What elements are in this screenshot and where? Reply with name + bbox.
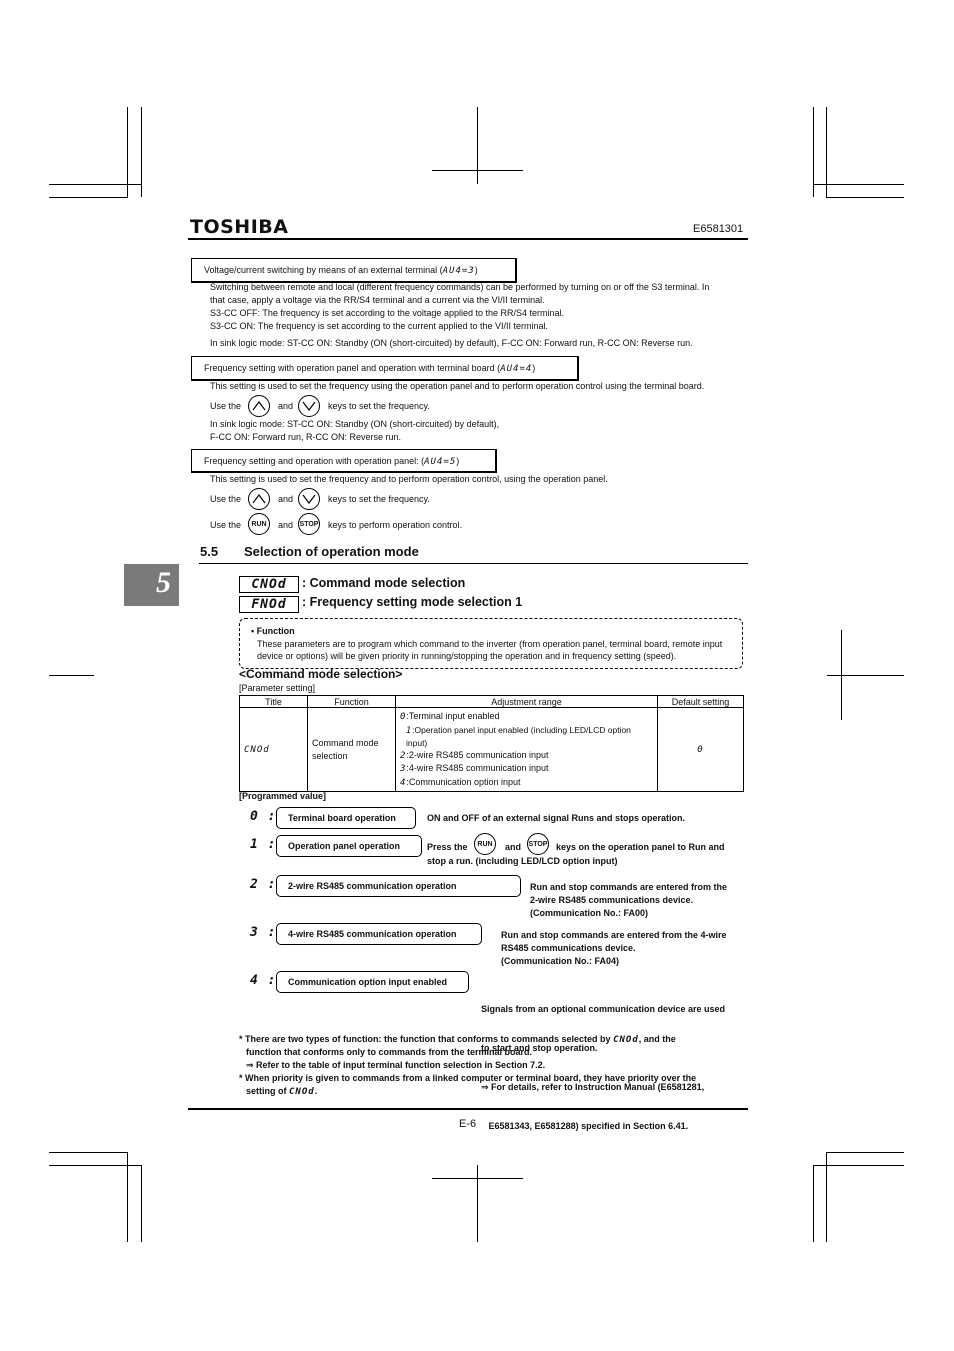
aux4-use-the: Use the <box>210 401 242 411</box>
function-heading: • Function <box>251 626 295 636</box>
brand-logo: TOSHIBA <box>190 216 289 238</box>
section-number: 5.5 <box>200 544 219 559</box>
note-1: * There are two types of function: the function that conforms to commands selected by CNOd, and the <box>239 1034 676 1045</box>
aux3-box: Voltage/current switching by means of an external terminal (AU4=3) <box>191 258 517 283</box>
option-0-number: 0 : <box>250 809 277 824</box>
aux5-and2: and <box>278 520 294 530</box>
option-1-desc-c: stop a run. (including LED/LCD option input) <box>427 856 618 866</box>
option-0-pill: Terminal board operation <box>276 807 416 829</box>
option-4-pill: Communication option input enabled <box>276 971 469 993</box>
range-item: 3:4-wire RS485 communication input <box>400 763 549 774</box>
chapter-number: 5 <box>156 566 171 599</box>
option-1-pill: Operation panel operation <box>276 835 422 857</box>
range-item: 0:Terminal input enabled <box>400 711 500 722</box>
aux3-line: In sink logic mode: ST-CC ON: Standby (ON (short-circuited) by default), F-CC ON: Forward run, R-CC ON: Reverse run. <box>210 338 693 348</box>
programmed-value-label: [Programmed value] <box>239 791 327 801</box>
range-item: 2:2-wire RS485 communication input <box>400 749 549 761</box>
run-key-icon: RUN <box>474 833 496 855</box>
option-3-pill: 4-wire RS485 communication operation <box>276 923 482 945</box>
option-4-desc: Signals from an optional communication device are used to start and stop operation. ⇒ For details, refer to Instruction Manual (E6581281, E6581343, E6581288) specified in Section 6.41. <box>481 1004 726 1131</box>
aux5-keys-freq: keys to set the frequency. <box>328 494 430 504</box>
section-title: Selection of operation mode <box>244 544 419 559</box>
range-item: 4:Communication option input <box>400 776 521 788</box>
option-1-desc-and: and <box>505 842 522 852</box>
aux4-box: Frequency setting with operation panel and operation with terminal board (AU4=4) <box>191 356 579 381</box>
aux4-keys-freq: keys to set the frequency. <box>328 401 430 411</box>
aux5-and: and <box>278 494 294 504</box>
cell-title: CNOd <box>240 708 308 792</box>
option-4-number: 4 : <box>250 973 277 988</box>
up-key-icon <box>248 395 270 417</box>
aux3-line: that case, apply a voltage via the RR/S4 terminal and a current via the VI/II terminal. <box>210 295 545 305</box>
option-1-desc-a: Press the <box>427 842 468 852</box>
command-mode-heading: <Command mode selection> <box>239 667 403 681</box>
option-3-number: 3 : <box>250 925 277 940</box>
function-text: These parameters are to program which command to the inverter (from operation panel, terminal board, remote input device or options) will be given priority in running/stopping the operation and in frequency setting (speed). <box>257 639 723 661</box>
note-1-cont: function that conforms only to commands from the terminal board. <box>246 1047 533 1057</box>
option-0-desc: ON and OFF of an external signal Runs and stops operation. <box>427 813 686 823</box>
cell-range <box>396 708 658 792</box>
section-rule <box>199 563 748 564</box>
col-function: Function <box>308 696 396 708</box>
fmod-label: : Frequency setting mode selection 1 <box>302 595 523 609</box>
col-default: Default setting <box>658 696 744 708</box>
run-key-icon: RUN <box>248 513 270 535</box>
cell-function: Command mode selection <box>308 708 396 792</box>
aux5-code: AU4=5 <box>424 457 457 467</box>
option-1-desc-b: keys on the operation panel to Run and <box>556 842 725 852</box>
aux3-line: S3-CC ON: The frequency is set according to the current applied to the VI/II terminal. <box>210 321 548 331</box>
col-range: Adjustment range <box>396 696 658 708</box>
doc-number: E6581301 <box>693 223 744 235</box>
parameter-table <box>239 695 744 792</box>
aux3-line: Switching between remote and local (different frequency commands) can be performed by turning on or off the S3 terminal. In <box>210 282 710 292</box>
aux4-sink2: F-CC ON: Forward run, R-CC ON: Reverse run. <box>210 432 402 442</box>
down-key-icon <box>298 488 320 510</box>
up-key-icon <box>248 488 270 510</box>
option-1-number: 1 : <box>250 837 277 852</box>
option-2-pill: 2-wire RS485 communication operation <box>276 875 521 897</box>
aux4-and: and <box>278 401 294 411</box>
note-2: * When priority is given to commands from a linked computer or terminal board, they have priority over the <box>239 1073 697 1083</box>
stop-key-icon: STOP <box>527 833 549 855</box>
option-2-desc: Run and stop commands are entered from the 2-wire RS485 communications device. (Communication No.: FA00) <box>530 882 728 918</box>
stop-key-icon: STOP <box>298 513 320 535</box>
down-key-icon <box>298 395 320 417</box>
header-rule <box>188 238 748 240</box>
cell-default: 0 <box>658 708 744 792</box>
option-2-number: 2 : <box>250 877 277 892</box>
aux4-sink1: In sink logic mode: ST-CC ON: Standby (ON (short-circuited) by default), <box>210 419 500 429</box>
aux3-code: AU4=3 <box>442 266 475 276</box>
fmod-code-box: FNOd <box>239 596 299 613</box>
aux3-text <box>210 281 750 350</box>
footer-rule <box>188 1108 748 1110</box>
page-number: E-6 <box>459 1118 477 1130</box>
cmod-label: : Command mode selection <box>302 576 466 590</box>
aux4-line1: This setting is used to set the frequency using the operation panel and to perform operation control using the terminal board. <box>210 381 705 391</box>
aux5-line1: This setting is used to set the frequency and to perform operation control, using the operation panel. <box>210 474 608 484</box>
aux5-keys-op: keys to perform operation control. <box>328 520 463 530</box>
param-setting-label: [Parameter setting] <box>239 683 316 693</box>
cmod-code-box: CNOd <box>239 576 299 593</box>
note-2-cont: setting of CNOd. <box>246 1086 318 1097</box>
range-item: 1:Operation panel input enabled (including LED/LCD option input) <box>406 724 631 748</box>
aux5-box: Frequency setting and operation with operation panel: (AU4=5) <box>191 449 497 473</box>
aux3-line: S3-CC OFF: The frequency is set according to the voltage applied to the RR/S4 terminal. <box>210 308 565 318</box>
function-box <box>239 618 743 669</box>
aux5-use-the: Use the <box>210 494 242 504</box>
option-3-desc: Run and stop commands are entered from the 4-wire RS485 communications device. (Communication No.: FA04) <box>501 930 727 966</box>
note-1-ref: ⇒ Refer to the table of input terminal function selection in Section 7.2. <box>246 1060 546 1070</box>
col-title: Title <box>240 696 308 708</box>
aux5-use-the2: Use the <box>210 520 242 530</box>
aux4-code: AU4=4 <box>500 364 533 374</box>
